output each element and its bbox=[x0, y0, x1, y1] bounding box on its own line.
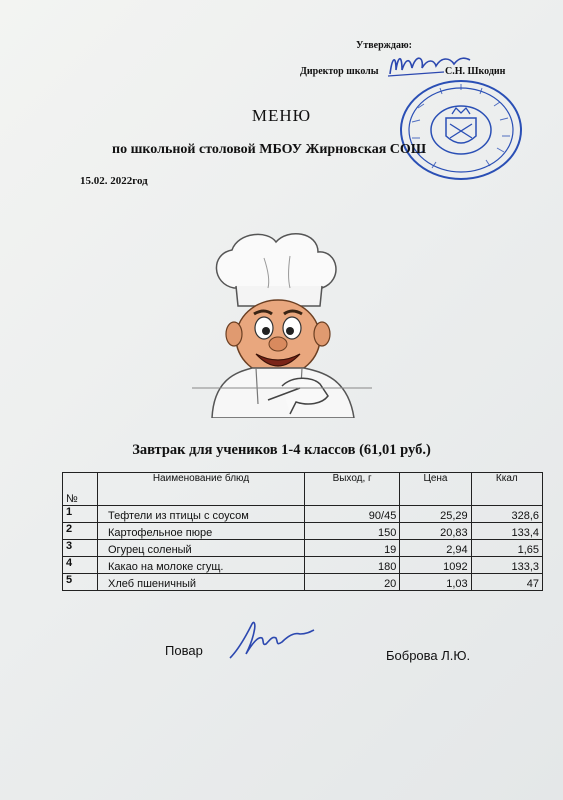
table-row bbox=[63, 506, 543, 523]
row-number: 1 bbox=[63, 506, 98, 523]
table-row bbox=[63, 540, 543, 557]
table-row bbox=[63, 523, 543, 540]
row-number: 4 bbox=[63, 557, 98, 574]
dish-price: 25,29 bbox=[400, 506, 471, 523]
dish-price: 1,03 bbox=[400, 574, 471, 591]
dish-yield: 180 bbox=[305, 557, 400, 574]
dish-kcal: 133,3 bbox=[471, 557, 542, 574]
dish-name: Тефтели из птицы с соусом bbox=[98, 506, 305, 523]
chef-illustration bbox=[172, 228, 392, 418]
dish-kcal: 1,65 bbox=[471, 540, 542, 557]
dish-price: 20,83 bbox=[400, 523, 471, 540]
dish-yield: 90/45 bbox=[305, 506, 400, 523]
row-number: 3 bbox=[63, 540, 98, 557]
dish-kcal: 328,6 bbox=[471, 506, 542, 523]
column-header-dish: Наименование блюд bbox=[98, 473, 305, 506]
column-header-kcal: Ккал bbox=[471, 473, 542, 506]
column-header-number: № bbox=[63, 473, 98, 506]
dish-price: 2,94 bbox=[400, 540, 471, 557]
cook-label: Повар bbox=[165, 643, 203, 658]
dish-name: Хлеб пшеничный bbox=[98, 574, 305, 591]
director-signature bbox=[384, 48, 474, 82]
dish-price: 1092 bbox=[400, 557, 471, 574]
dish-kcal: 47 bbox=[471, 574, 542, 591]
stamp-seal bbox=[398, 78, 524, 182]
cook-name: Боброва Л.Ю. bbox=[386, 648, 471, 663]
director-name: С.Н. Шкодин bbox=[445, 66, 506, 77]
meal-title: Завтрак для учеников 1-4 классов (61,01 руб.) bbox=[132, 442, 431, 458]
dish-name: Какао на молоке сгущ. bbox=[98, 557, 305, 574]
director-position: Директор школы bbox=[300, 66, 379, 77]
table-row bbox=[63, 574, 543, 591]
column-header-price: Цена bbox=[400, 473, 471, 506]
dish-yield: 19 bbox=[305, 540, 400, 557]
dish-yield: 20 bbox=[305, 574, 400, 591]
menu-date: 15.02. 2022год bbox=[80, 175, 148, 187]
approval-label: Утверждаю: bbox=[356, 40, 412, 51]
menu-table bbox=[62, 472, 543, 591]
column-header-yield: Выход, г bbox=[305, 473, 400, 506]
row-number: 2 bbox=[63, 523, 98, 540]
dish-kcal: 133,4 bbox=[471, 523, 542, 540]
dish-name: Огурец соленый bbox=[98, 540, 305, 557]
menu-title: МЕНЮ bbox=[251, 106, 312, 125]
menu-subtitle: по школьной столовой МБОУ Жирновская СОШ bbox=[112, 142, 427, 157]
row-number: 5 bbox=[63, 574, 98, 591]
dish-yield: 150 bbox=[305, 523, 400, 540]
table-row bbox=[63, 557, 543, 574]
dish-name: Картофельное пюре bbox=[98, 523, 305, 540]
table-header-row bbox=[63, 473, 543, 506]
cook-signature bbox=[226, 618, 316, 662]
